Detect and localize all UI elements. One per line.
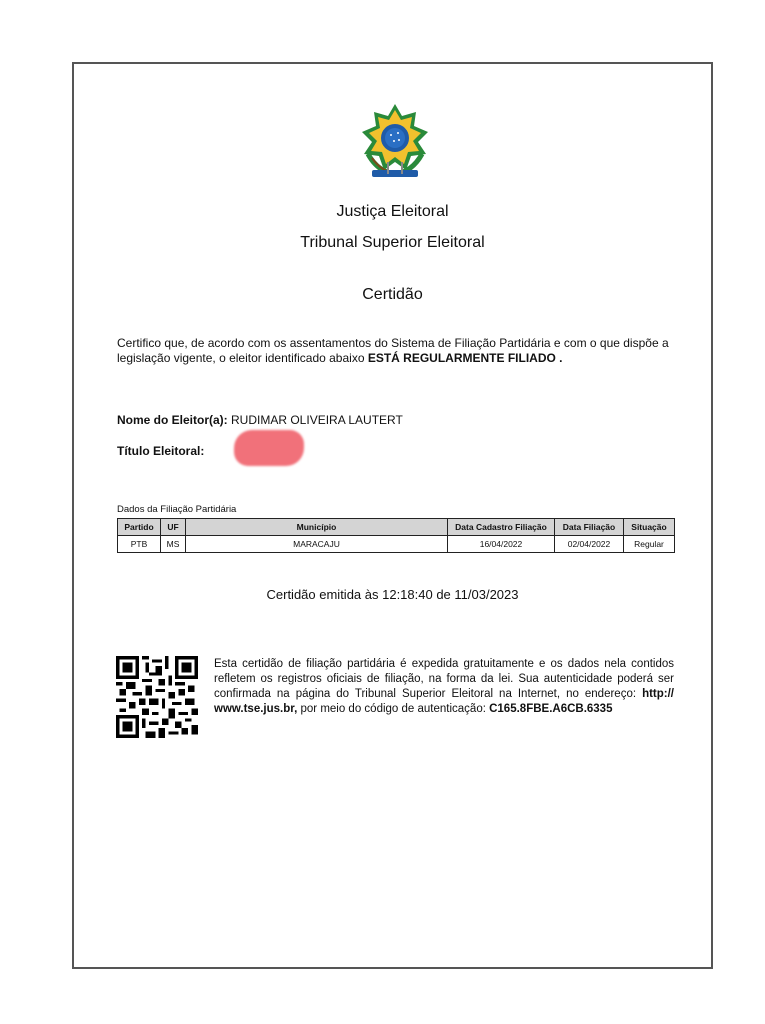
cell-municipio: MARACAJU xyxy=(186,536,448,553)
coat-of-arms-emblem xyxy=(358,102,432,184)
voter-title-label: Título Eleitoral: xyxy=(117,444,205,458)
table-title: Dados da Filiação Partidária xyxy=(117,504,237,515)
cell-data-filiacao: 02/04/2022 xyxy=(555,536,624,553)
voter-name-label: Nome do Eleitor(a): xyxy=(117,413,228,427)
authentication-code: C165.8FBE.A6CB.6335 xyxy=(489,703,613,715)
cell-data-cadastro: 16/04/2022 xyxy=(448,536,555,553)
legal-text: Esta certidão de filiação partidária é expedida gratuitamente e os dados nela contidos refletem os registros oficiais de filiação, na forma da lei. Sua autenticidade poderá ser confirmada na página do Tribunal Superior Eleitoral na Internet, no endereço: xyxy=(214,658,674,700)
org-title: Justiça Eleitoral xyxy=(336,203,449,220)
col-situacao: Situação xyxy=(624,519,675,536)
legal-text-mid: por meio do código de autenticação: xyxy=(300,703,486,715)
voter-title-row xyxy=(117,444,204,458)
document-title: Certidão xyxy=(362,286,423,303)
qr-code xyxy=(116,656,198,738)
table-row xyxy=(118,536,675,553)
certification-statement xyxy=(117,336,677,366)
tse-url: http:// www.tse.jus.br, xyxy=(214,688,675,715)
filiation-status: ESTÁ REGULARMENTE FILIADO . xyxy=(367,351,563,365)
redaction-mark xyxy=(234,430,304,466)
voter-name: RUDIMAR OLIVEIRA LAUTERT xyxy=(231,413,403,427)
court-title: Tribunal Superior Eleitoral xyxy=(300,234,485,251)
cell-partido: PTB xyxy=(118,536,161,553)
col-data-filiacao: Data Filiação xyxy=(555,519,624,536)
certificate-page xyxy=(72,62,713,969)
table-header-row xyxy=(118,519,675,536)
col-data-cadastro: Data Cadastro Filiação xyxy=(448,519,555,536)
legal-notice xyxy=(214,657,674,717)
col-municipio: Município xyxy=(186,519,448,536)
cell-uf: MS xyxy=(161,536,186,553)
col-uf: UF xyxy=(161,519,186,536)
cell-situacao: Regular xyxy=(624,536,675,553)
statement-text: Certifico que, de acordo com os assentamentos do Sistema de Filiação Partidária e com o que dispõe a legislação vigente, o eleitor identificado abaixo xyxy=(117,336,669,365)
issued-timestamp: Certidão emitida às 12:18:40 de 11/03/2023 xyxy=(266,587,519,602)
voter-name-row xyxy=(117,413,403,427)
filiation-table xyxy=(117,518,675,553)
col-partido: Partido xyxy=(118,519,161,536)
